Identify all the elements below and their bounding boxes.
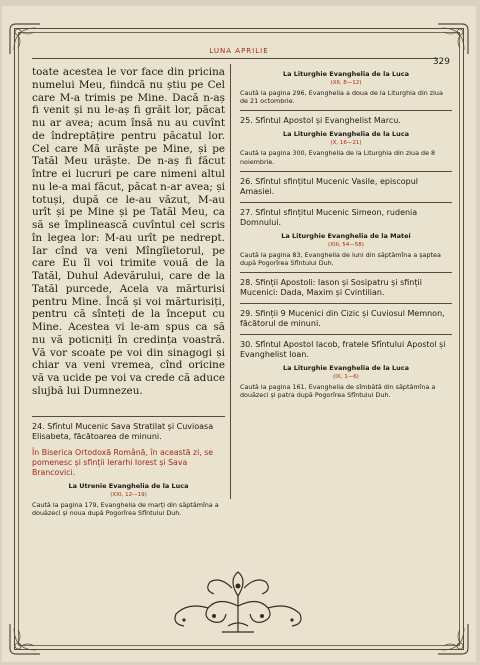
right-column: [240, 66, 452, 400]
saint-entry-26: 26. Sfîntul sfințitul Mucenic Vasile, episcopul Amasiei.: [240, 176, 418, 196]
reading-reference: (X, 16—21): [330, 140, 362, 147]
reading-title: La Utrenie Evanghelia de la Luca: [68, 482, 189, 490]
red-note: În Biserica Ortodoxă Română, în aceastã zi, se pomenesc și sfinții Ierarhi Iorest și Sava Brancovici.: [32, 448, 214, 477]
section-rule: [240, 303, 452, 304]
corner-ornament-icon: [8, 622, 42, 656]
section-rule: [240, 334, 452, 335]
left-column: [32, 66, 225, 398]
running-header: LUNA APRILIE: [209, 47, 269, 55]
reading-body: Caută la pagina 300, Evanghelia de la Liturghia din ziua de 8 noiembrie.: [240, 149, 436, 166]
saint-entry-29: 29. Sfinții 9 Mucenici din Cizic și Cuviosul Memnon, făcătorul de minuni.: [240, 309, 445, 329]
section-rule: [240, 171, 452, 172]
section-rule: [240, 202, 452, 203]
reading-title: La Liturghie Evanghelia de la Matei: [281, 231, 411, 240]
floral-ornament-icon: [162, 566, 314, 638]
saint-entry-28: 28. Sfinții Apostoli: Iason și Sosipatru și sfinții Mucenici: Dada, Maxim și Cvintilian.: [240, 278, 422, 298]
left-lower-section: [32, 411, 225, 517]
book-page: [2, 6, 476, 662]
section-rule: [240, 110, 452, 111]
reading-title: La Liturghie Evanghelia de la Luca: [283, 130, 409, 139]
reading-reference: (XXI, 12—19): [110, 492, 147, 498]
section-rule: [240, 272, 452, 273]
page-number: 329: [432, 57, 450, 67]
section-rule: [32, 416, 225, 417]
saint-entry-24: 24. Sfîntul Mucenic Sava Stratilat și Cuvioasa Elisabeta, făcătoarea de minuni.: [32, 422, 214, 441]
reading-body: Caută la pagina 161, Evanghelia de sîmbătă din săptămîna a douăzeci și patra după Pogorîrea Sfîntului Duh.: [240, 383, 436, 400]
header-rule: [32, 58, 438, 59]
saint-entry-27: 27. Sfîntul sfințitul Mucenic Simeon, rudenia Domnului.: [240, 207, 418, 227]
saint-entry-25: 25. Sfîntul Apostol și Evanghelist Marcu.: [240, 116, 401, 126]
reading-body: Caută la pagina 296, Evanghelia a doua de la Liturghia din ziua de 21 octombrie.: [240, 89, 443, 106]
saint-entry-30: 30. Sfîntul Apostol Iacob, fratele Sfîntului Apostol și Evanghelist Ioan.: [240, 340, 446, 360]
reading-body: Caută la pagina 179, Evanghelia de marți din săptămîna a douăzeci și noua după Pogorîrea Sfîntului Duh.: [32, 501, 219, 518]
reading-title: La Liturghie Evanghelia de la Luca: [283, 364, 409, 373]
reading-body: Caută la pagina 83, Evanghelia de luni din săptămîna a șaptea după Pogorîrea Sfîntului Duh.: [240, 250, 441, 268]
reading-reference: (IX, 1—6): [333, 374, 359, 381]
column-divider: [230, 64, 231, 499]
reading-title: La Liturghie Evanghelia de la Luca: [283, 70, 409, 78]
corner-ornament-icon: [436, 622, 470, 656]
gospel-text: toate acestea le vor face din pricina numelui Meu, fiindcă nu știu pe Cel care M-a trimis pe Mine. Dacă n-aș fi venit și nu le-aș fi grăit lor, păcat nu ar avea; acum însă nu au cuvînt de îndreptățire pentru păcatul lor. Cel care Mă urăște pe Mine, și pe Tatăl Meu urăște. De n-aș fi făcut între ei lucruri pe care nimeni altul nu le-a mai făcut, păcat n-ar avea; și totuși, după ce le-au văzut, M-au urît și pe Mine și pe Tatăl Meu, ca să se împlinească cuvîntul cel scris în legea lor: M-au urît pe nedrept. Iar cînd va veni Mîngîietorul, pe care Eu îl voi trimite vouă de la Tatăl, Duhul Adevărului, care de la Tatăl purcede, Acela va mărturisi pentru Mine. Încă și voi mărturisiți, pentru că sînteți de la început cu Mine. Acestea vi le-am spus ca să nu vă poticniți în credința voastră. Vă vor scoate pe voi din sinagogi și chiar va veni vremea, cînd oricine vă va ucide pe voi va crede că aduce slujbă lui Dumnezeu.: [32, 66, 225, 397]
reading-reference: (XII, 8—12): [330, 80, 362, 86]
reading-reference: (XIII, 54—58): [328, 241, 364, 248]
